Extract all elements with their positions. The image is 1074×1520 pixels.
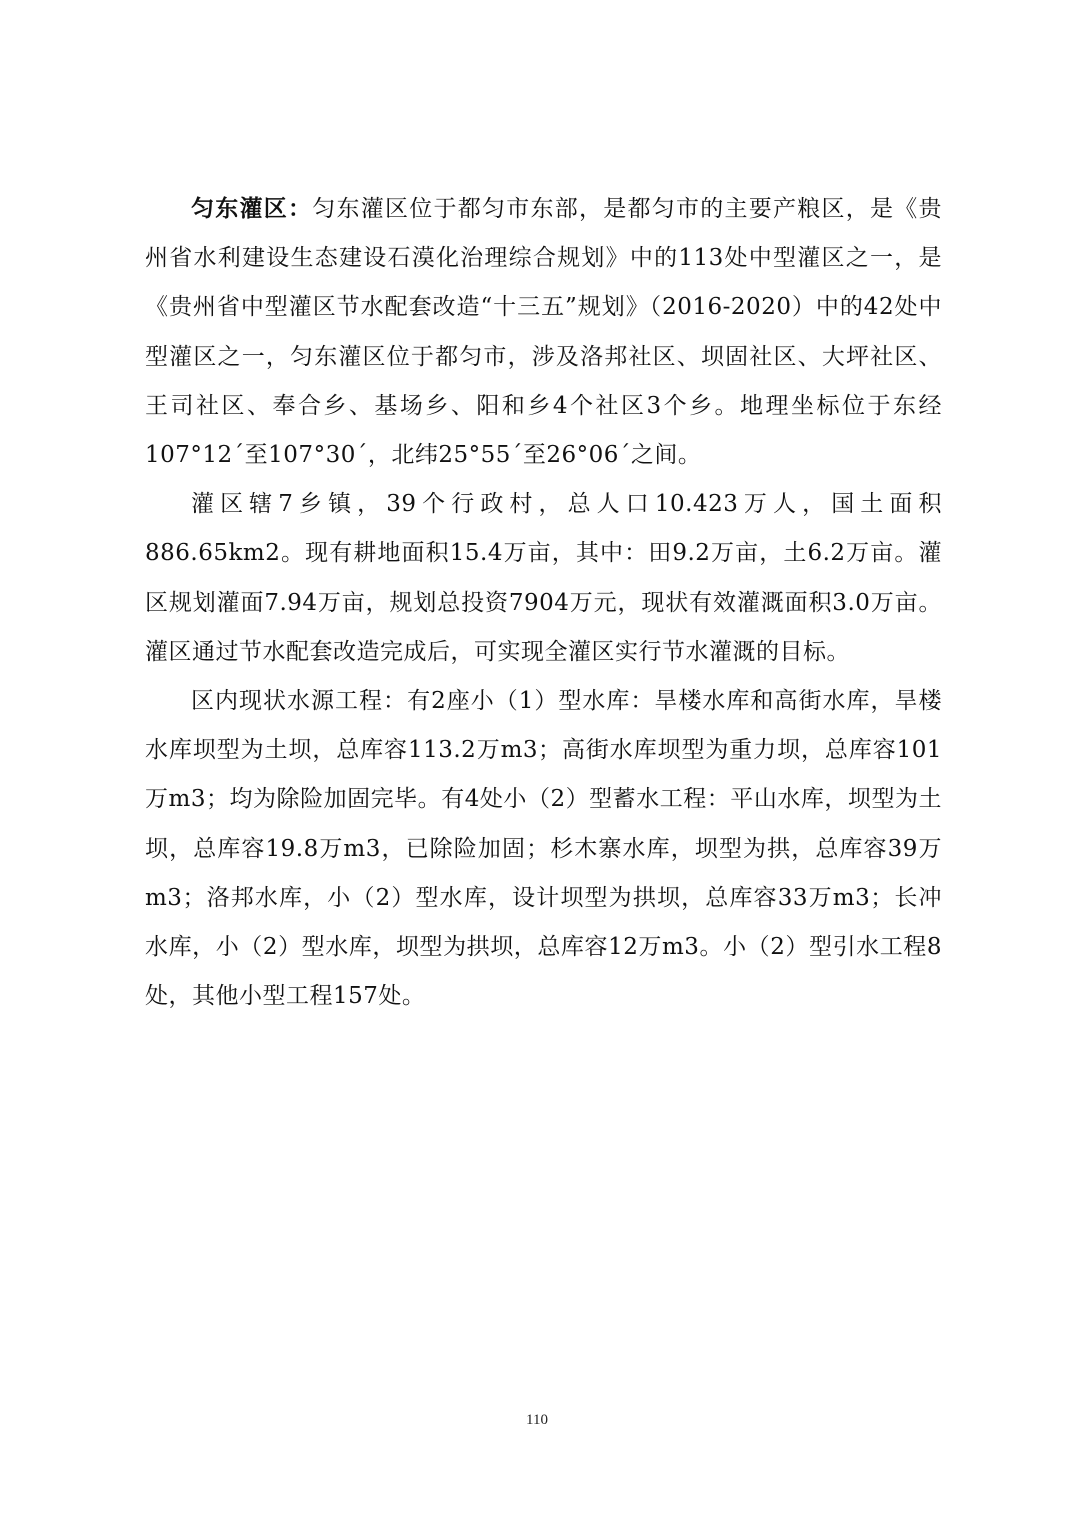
paragraph-heading: 匀东灌区：: [191, 195, 313, 222]
paragraph-irrigation-district-overview: [145, 184, 942, 480]
paragraph-water-source-projects: 区内现状水源工程：有2座小（1）型水库：旱楼水库和高街水库，旱楼水库坝型为土坝，总库容113.2万m3；高街水库坝型为重力坝，总库容101万m3；均为除险加固完毕。有4处小（2）型蓄水工程：平山水库，坝型为土坝，总库容19.8万m3，已除险加固；杉木寨水库，坝型为拱，总库容39万m3；洛邦水库，小（2）型水库，设计坝型为拱坝，总库容33万m3；长冲水库，小（2）型水库，坝型为拱坝，总库容12万m3。小（2）型引水工程8处，其他小型工程157处。: [145, 688, 942, 1010]
document-body: [145, 184, 942, 1021]
paragraph-text: 匀东灌区位于都匀市东部，是都匀市的主要产粮区，是《贵州省水利建设生态建设石漠化治理综合规划》中的113处中型灌区之一，是《贵州省中型灌区节水配套改造“十三五”规划》（2016-2020）中的42处中型灌区之一，匀东灌区位于都匀市，涉及洛邦社区、坝固社区、大坪社区、王司社区、奉合乡、基场乡、阳和乡4个社区3个乡。地理坐标位于东经107°12´至107°30´，北纬25°55´至26°06´之间。: [145, 196, 942, 469]
page-number: 110: [526, 1412, 548, 1428]
paragraph-population-and-area: 灌区辖7乡镇，39个行政村，总人口10.423万人，国土面积886.65km2。现有耕地面积15.4万亩，其中：田9.2万亩，土6.2万亩。灌区规划灌面7.94万亩，规划总投资7904万元，现状有效灌溉面积3.0万亩。灌区通过节水配套改造完成后，可实现全灌区实行节水灌溉的目标。: [145, 491, 942, 665]
